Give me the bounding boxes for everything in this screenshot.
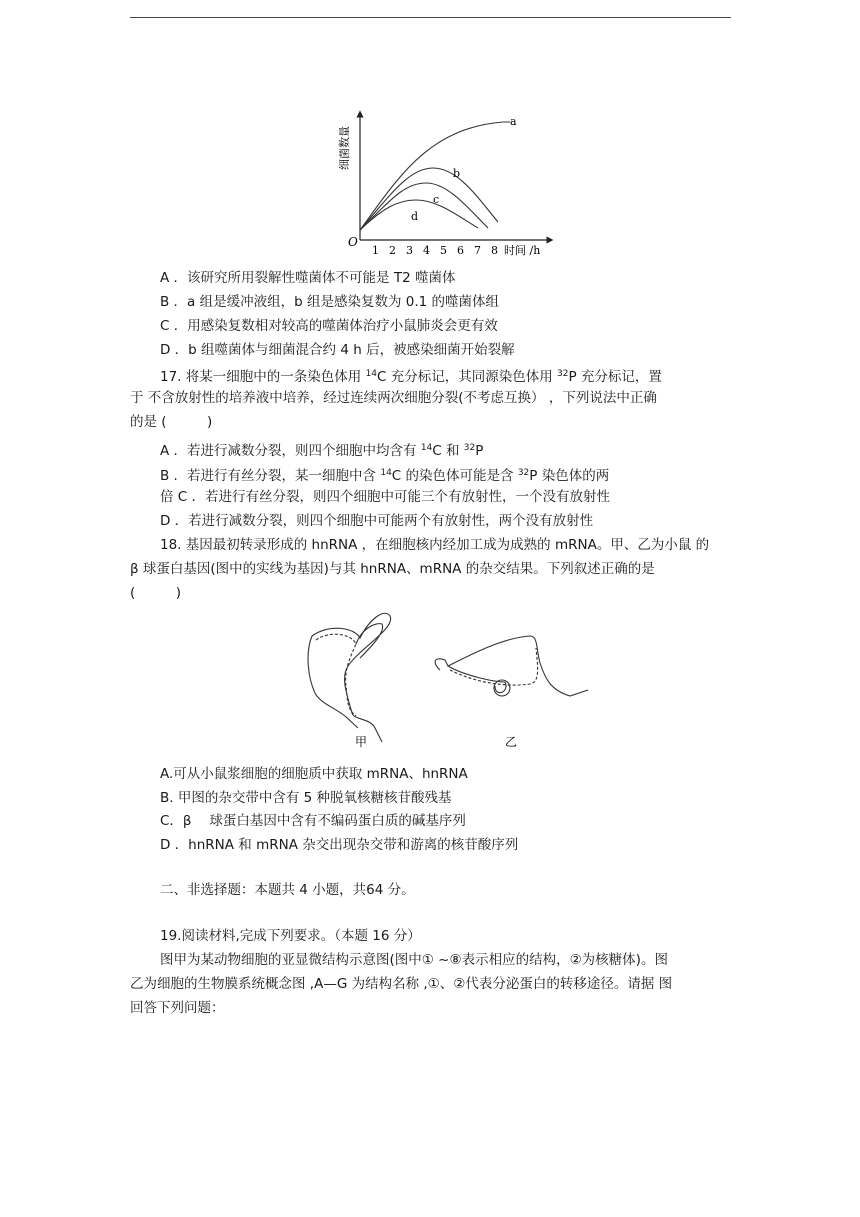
tick-5: 5 (440, 244, 447, 257)
yi-gene-line (435, 636, 588, 696)
q17-b-sup-14: 14 (380, 468, 392, 478)
origin-label: O (348, 235, 358, 249)
header-rule (130, 17, 731, 18)
q17-b-text-2: C 的染色体可能是含 (391, 468, 518, 484)
q19-line4: 回答下列问题： (130, 1000, 225, 1016)
q17-option-b-cont: 倍 C ．若进行有丝分裂，则四个细胞中可能三个有放射性，一个没有放射性 (160, 489, 611, 505)
curve-b (360, 168, 498, 230)
q19-line3: 乙为细胞的生物膜系统概念图 ,A—G 为结构名称 ,①、②代表分泌蛋白的转移途径。请据 图 (130, 976, 673, 992)
q17-sup-14: 14 (365, 369, 378, 379)
q17-option-b (160, 463, 765, 486)
figure-label-jia: 甲 (355, 735, 368, 749)
q17-text-3: P 充分标记，置 (568, 369, 662, 385)
yi-rna-dashed (450, 648, 538, 685)
curve-d (360, 200, 478, 230)
q17-a-sup-32: 32 (463, 443, 476, 453)
curve-label-b: b (453, 167, 461, 180)
bacteria-growth-graph (338, 108, 558, 260)
curve-c (360, 183, 488, 230)
tick-2: 2 (389, 244, 396, 257)
q18-option-d: D ．hnRNA 和 mRNA 杂交出现杂交带和游离的核苷酸序列 (160, 837, 519, 853)
q17-a-text-2: C 和 (432, 443, 464, 459)
y-axis-label: 细菌数量 (338, 126, 351, 170)
tick-7: 7 (474, 244, 481, 257)
section2-heading: 二、非选择题：本题共 4 小题，共64 分。 (160, 882, 415, 898)
q17-stem-line2: 于 不含放射性的培养液中培养，经过连续两次细胞分裂(不考虑互换） ，下列说法中正确 (130, 390, 657, 406)
q17-text-2: C 充分标记，其同源染色体用 (377, 369, 558, 385)
q16-option-a: A ．该研究所用裂解性噬菌体不可能是 T2 噬菌体 (160, 270, 456, 286)
figure-label-yi: 乙 (505, 735, 518, 749)
x-axis-label: 时间 /h (504, 244, 541, 257)
tick-3: 3 (406, 244, 413, 257)
x-ticks (372, 244, 498, 257)
jia-rna-dashed (316, 634, 356, 716)
figure-jia (308, 613, 391, 742)
curve-label-c: c (433, 193, 440, 206)
figure-yi (435, 636, 588, 696)
q18-stem-line3: ( ) (130, 585, 182, 601)
q17-b-text-3: P 染色体的两 (529, 468, 610, 484)
jia-gene-line (308, 613, 391, 742)
q18-option-a: A.可从小鼠浆细胞的细胞质中获取 mRNA、hnRNA (160, 766, 468, 782)
q16-option-c: C ．用感染复数相对较高的噬菌体治疗小鼠肺炎会更有效 (160, 318, 498, 334)
tick-4: 4 (423, 244, 430, 257)
q19-line2: 图甲为某动物细胞的亚显微结构示意图(图中① ~⑧表示相应的结构，②为核糖体)。图 (160, 952, 668, 968)
hybridization-figure (300, 608, 595, 753)
q17-sup-32: 32 (557, 369, 569, 379)
q17-b-text-1: B ．若进行有丝分裂，某一细胞中含 (160, 468, 381, 484)
tick-6: 6 (457, 244, 464, 257)
q18-stem-line1: 18. 基因最初转录形成的 hnRNA ，在细胞核内经加工成为成熟的 mRNA。甲、乙为小鼠 的 (160, 537, 710, 553)
q17-option-d: D ．若进行减数分裂，则四个细胞中可能两个有放射性，两个没有放射性 (160, 513, 594, 529)
yi-lower-line (448, 666, 506, 693)
q17-b-sup-32: 32 (517, 468, 530, 478)
q16-option-b: B ．a 组是缓冲液组，b 组是感染复数为 0.1 的噬菌体组 (160, 294, 500, 310)
q18-stem-line2: β 球蛋白基因(图中的实线为基因)与其 hnRNA、mRNA 的杂交结果。下列叙述正确的是 (130, 561, 655, 577)
q18-option-b: B. 甲图的杂交带中含有 5 种脱氧核糖核苷酸残基 (160, 790, 452, 806)
q17-a-sup-14: 14 (420, 443, 433, 453)
curve-label-d: d (411, 210, 419, 223)
curve-a (360, 122, 510, 230)
tick-8: 8 (491, 244, 498, 257)
q17-stem-line3: 的是 ( ) (130, 414, 213, 430)
tick-1: 1 (372, 244, 379, 257)
curve-label-a: a (510, 115, 517, 128)
q17-text-1: 17. 将某一细胞中的一条染色体用 (160, 369, 366, 385)
q16-option-d: D ．b 组噬菌体与细菌混合约 4 h 后，被感染细菌开始裂解 (160, 342, 515, 358)
q17-stem-line1 (160, 364, 765, 387)
q19-line1: 19.阅读材料,完成下列要求。（本题 16 分） (160, 928, 421, 944)
q17-option-a (160, 438, 765, 461)
q17-a-text-3: P (475, 443, 484, 459)
q18-option-c: C．β 球蛋白基因中含有不编码蛋白质的碱基序列 (160, 813, 466, 829)
q17-a-text-1: A ．若进行减数分裂，则四个细胞中均含有 (160, 443, 421, 459)
